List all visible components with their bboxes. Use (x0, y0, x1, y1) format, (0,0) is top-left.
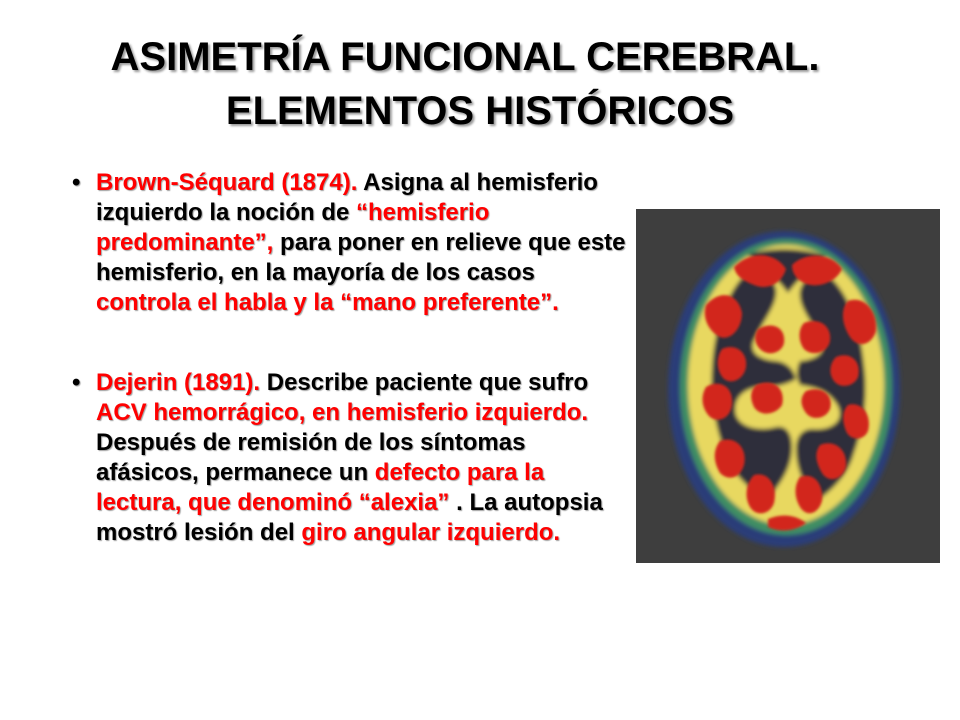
slide-title (0, 30, 960, 138)
bullet-2-highlight-a: ACV hemorrágico, en hemisferio izquierdo. (96, 399, 589, 426)
bullet-1-highlight-a: “hemisferio predominante”, (96, 199, 490, 256)
bullet-2-author: Dejerin (1891). (96, 369, 261, 396)
bullet-1-text-b: para poner en relieve que este hemisferio, en la mayoría de los casos (96, 229, 626, 286)
bullet-2-highlight-b: defecto para la lectura, que denominó “alexia” (96, 459, 545, 516)
title-line-1: ASIMETRÍA FUNCIONAL CEREBRAL. (110, 35, 820, 79)
bullet-1-highlight-b: controla el habla y la “mano preferente”. (96, 289, 559, 316)
brain-scan-image (636, 209, 940, 563)
title-line-2: ELEMENTOS HISTÓRICOS (225, 89, 735, 133)
bullet-2-text-a: Describe paciente que sufro (260, 369, 589, 396)
bullet-dejerin (68, 368, 628, 548)
bullet-icon: • (72, 369, 81, 396)
bullet-brown-sequard (68, 168, 628, 318)
bullet-2-text-b: Después de remisión de los síntomas afásicos, permanece un (96, 429, 526, 486)
bullet-2-highlight-c: giro angular izquierdo. (301, 519, 561, 546)
bullet-list (68, 168, 628, 548)
bullet-1-author: Brown-Séquard (1874). (96, 169, 358, 196)
bullet-icon: • (72, 169, 81, 196)
bullet-1-text-a: Asigna al hemisferio izquierdo la noción de (96, 169, 598, 226)
bullet-2-text-c: . La autopsia mostró lesión del (96, 489, 603, 546)
